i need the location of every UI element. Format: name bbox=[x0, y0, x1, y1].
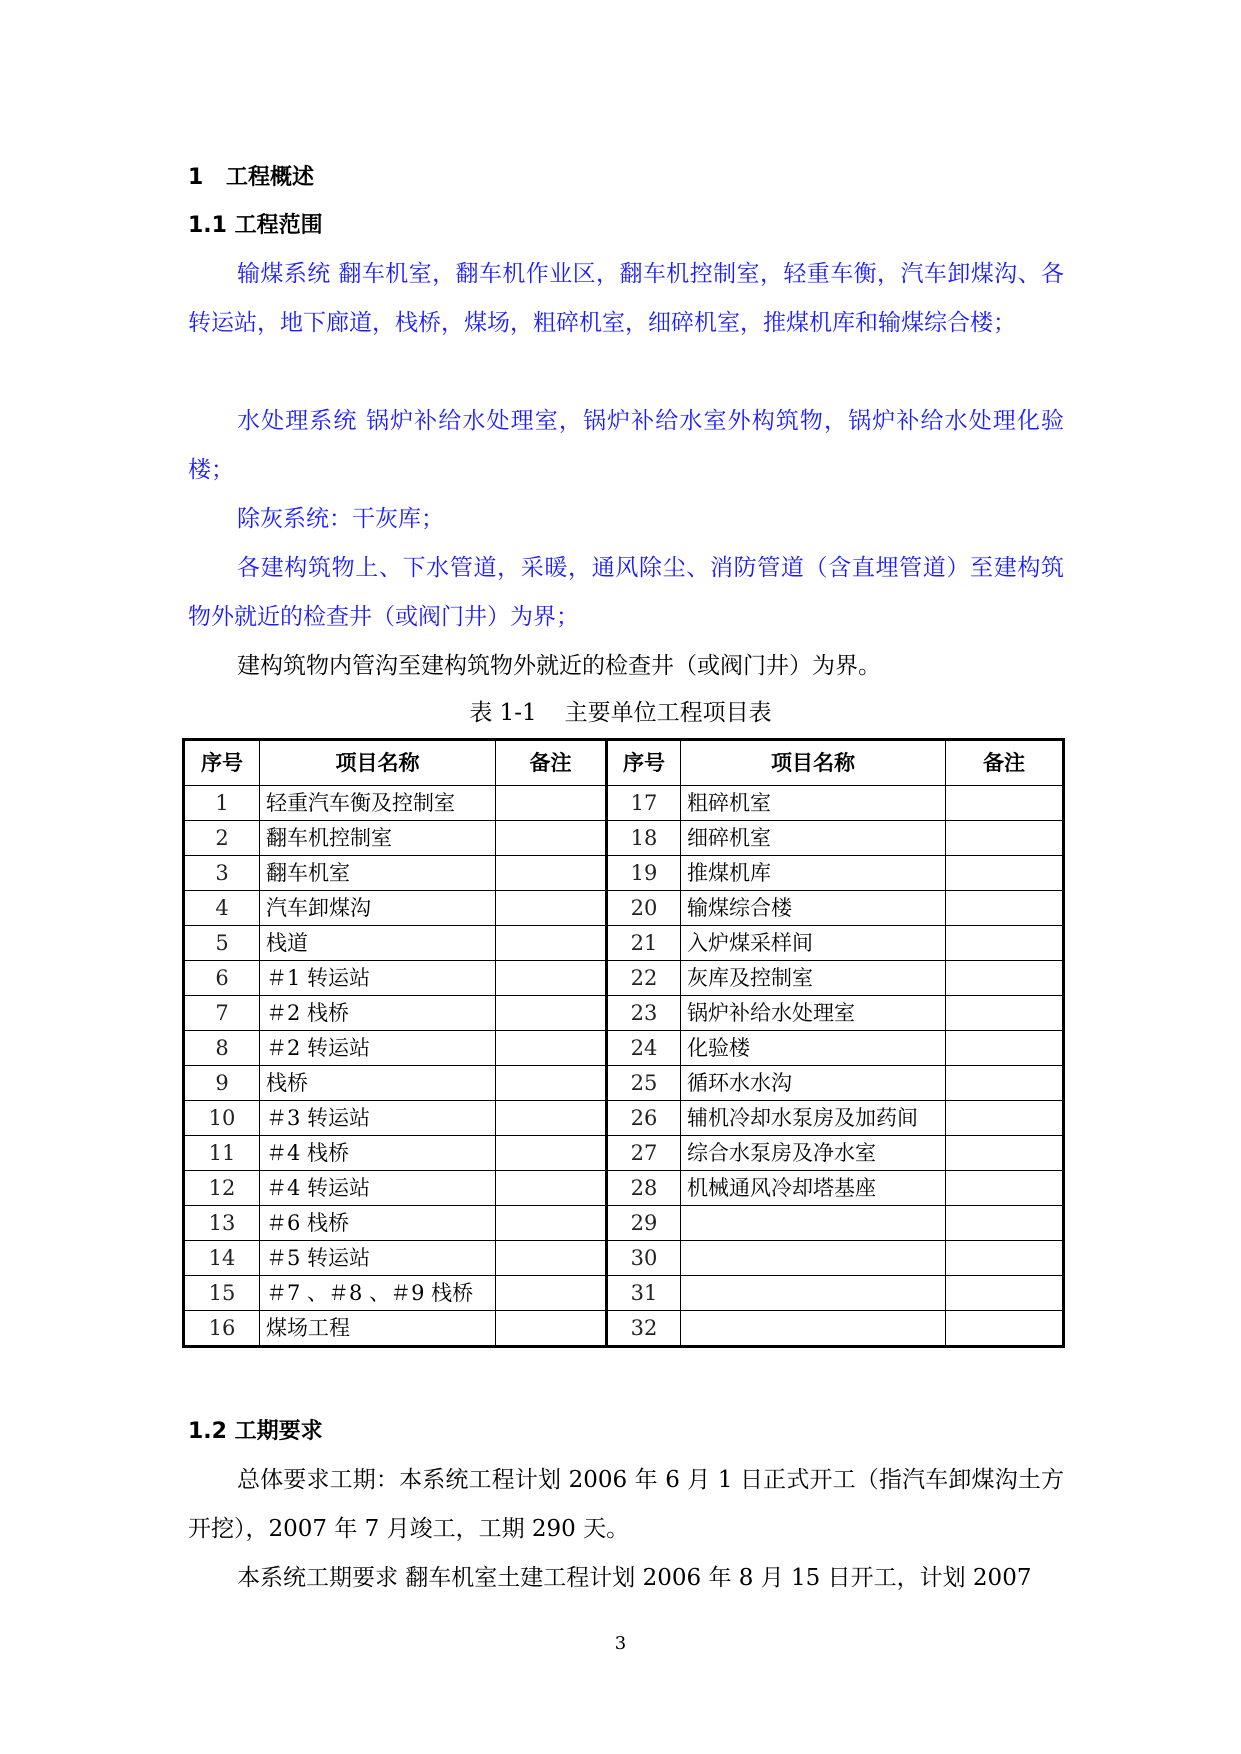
table-row bbox=[184, 786, 1064, 821]
cell-note bbox=[496, 1031, 607, 1066]
cell-no: 29 bbox=[607, 1206, 681, 1241]
cell-name: 栈道 bbox=[260, 926, 496, 961]
cell-note bbox=[496, 926, 607, 961]
header-name-left: 项目名称 bbox=[260, 740, 496, 786]
cell-name: ＃6 栈桥 bbox=[260, 1206, 496, 1241]
header-no-right: 序号 bbox=[607, 740, 681, 786]
table-row bbox=[184, 926, 1064, 961]
cell-no: 22 bbox=[607, 961, 681, 996]
paragraph-boundary-1: 各建构筑物上、下水管道，采暖，通风除尘、消防管道（含直埋管道）至建构筑物外就近的检查井（或阀门井）为界； bbox=[188, 555, 1064, 630]
cell-name: 灰库及控制室 bbox=[681, 961, 946, 996]
cell-no: 21 bbox=[607, 926, 681, 961]
cell-no: 12 bbox=[184, 1171, 260, 1206]
cell-note bbox=[946, 1136, 1064, 1171]
cell-name: 锅炉补给水处理室 bbox=[681, 996, 946, 1031]
cell-name: 循环水水沟 bbox=[681, 1066, 946, 1101]
cell-note bbox=[946, 926, 1064, 961]
cell-no: 1 bbox=[184, 786, 260, 821]
table-row bbox=[184, 891, 1064, 926]
cell-no: 24 bbox=[607, 1031, 681, 1066]
cell-note bbox=[946, 1276, 1064, 1311]
page-number: 3 bbox=[614, 1633, 627, 1654]
table-header-row bbox=[184, 740, 1064, 786]
cell-name: 轻重汽车衡及控制室 bbox=[260, 786, 496, 821]
cell-name: ＃7 、＃8 、＃9 栈桥 bbox=[260, 1276, 496, 1311]
subsection-heading-scope: 1.1 工程范围 bbox=[188, 213, 323, 238]
table-row bbox=[184, 996, 1064, 1031]
cell-no: 7 bbox=[184, 996, 260, 1031]
cell-note bbox=[946, 1311, 1064, 1347]
section-title: 工程概述 bbox=[226, 165, 315, 190]
cell-no: 9 bbox=[184, 1066, 260, 1101]
cell-note bbox=[946, 1206, 1064, 1241]
cell-note bbox=[946, 996, 1064, 1031]
cell-no: 25 bbox=[607, 1066, 681, 1101]
cell-name: ＃4 转运站 bbox=[260, 1171, 496, 1206]
table-row bbox=[184, 1066, 1064, 1101]
cell-no: 18 bbox=[607, 821, 681, 856]
cell-no: 8 bbox=[184, 1031, 260, 1066]
cell-no: 17 bbox=[607, 786, 681, 821]
cell-name bbox=[681, 1276, 946, 1311]
cell-note bbox=[496, 821, 607, 856]
cell-note bbox=[946, 891, 1064, 926]
header-note-right: 备注 bbox=[946, 740, 1064, 786]
table-row bbox=[184, 1311, 1064, 1347]
cell-name: 细碎机室 bbox=[681, 821, 946, 856]
cell-no: 3 bbox=[184, 856, 260, 891]
subsection-heading-schedule: 1.2 工期要求 bbox=[188, 1419, 323, 1444]
cell-name: 煤场工程 bbox=[260, 1311, 496, 1347]
cell-note bbox=[946, 961, 1064, 996]
table-row bbox=[184, 1136, 1064, 1171]
table-row bbox=[184, 1241, 1064, 1276]
cell-name: 推煤机库 bbox=[681, 856, 946, 891]
cell-note bbox=[496, 1136, 607, 1171]
cell-name: 翻车机室 bbox=[260, 856, 496, 891]
table-caption bbox=[0, 698, 1241, 728]
cell-name: ＃2 转运站 bbox=[260, 1031, 496, 1066]
cell-note bbox=[496, 1241, 607, 1276]
cell-name bbox=[681, 1241, 946, 1276]
cell-no: 4 bbox=[184, 891, 260, 926]
cell-no: 2 bbox=[184, 821, 260, 856]
cell-no: 16 bbox=[184, 1311, 260, 1347]
table-row bbox=[184, 961, 1064, 996]
cell-no: 30 bbox=[607, 1241, 681, 1276]
cell-name: ＃5 转运站 bbox=[260, 1241, 496, 1276]
cell-note bbox=[496, 1171, 607, 1206]
cell-name: 化验楼 bbox=[681, 1031, 946, 1066]
cell-no: 10 bbox=[184, 1101, 260, 1136]
cell-no: 6 bbox=[184, 961, 260, 996]
cell-note bbox=[946, 1101, 1064, 1136]
paragraph-overall-schedule: 总体要求工期：本系统工程计划 2006 年 6 月 1 日正式开工（指汽车卸煤沟土方开挖），2007 年 7 月竣工，工期 290 天。 bbox=[188, 1467, 1064, 1542]
cell-name: 入炉煤采样间 bbox=[681, 926, 946, 961]
cell-name: 辅机冷却水泵房及加药间 bbox=[681, 1101, 946, 1136]
table-caption-number: 表 1-1 bbox=[469, 700, 537, 726]
table-row bbox=[184, 1171, 1064, 1206]
cell-name bbox=[681, 1311, 946, 1347]
cell-note bbox=[946, 1031, 1064, 1066]
cell-no: 11 bbox=[184, 1136, 260, 1171]
cell-no: 27 bbox=[607, 1136, 681, 1171]
cell-no: 14 bbox=[184, 1241, 260, 1276]
cell-name: 翻车机控制室 bbox=[260, 821, 496, 856]
cell-note bbox=[496, 1066, 607, 1101]
cell-name: ＃2 栈桥 bbox=[260, 996, 496, 1031]
cell-no: 20 bbox=[607, 891, 681, 926]
table-body bbox=[184, 786, 1064, 1347]
cell-name: 粗碎机室 bbox=[681, 786, 946, 821]
cell-note bbox=[946, 786, 1064, 821]
cell-note bbox=[496, 996, 607, 1031]
cell-name: 综合水泵房及净水室 bbox=[681, 1136, 946, 1171]
cell-name: 栈桥 bbox=[260, 1066, 496, 1101]
cell-note bbox=[946, 821, 1064, 856]
cell-name: 汽车卸煤沟 bbox=[260, 891, 496, 926]
cell-no: 31 bbox=[607, 1276, 681, 1311]
section-number: 1 bbox=[188, 165, 204, 190]
table-row bbox=[184, 1206, 1064, 1241]
table-caption-title: 主要单位工程项目表 bbox=[564, 700, 772, 726]
cell-no: 28 bbox=[607, 1171, 681, 1206]
cell-name: ＃3 转运站 bbox=[260, 1101, 496, 1136]
paragraph-system-schedule: 本系统工期要求 翻车机室土建工程计划 2006 年 8 月 15 日开工，计划 2007 bbox=[237, 1565, 1032, 1591]
project-table bbox=[182, 738, 1065, 1348]
table-row bbox=[184, 1031, 1064, 1066]
cell-note bbox=[496, 856, 607, 891]
table-row bbox=[184, 856, 1064, 891]
cell-no: 15 bbox=[184, 1276, 260, 1311]
paragraph-boundary-2: 建构筑物内管沟至建构筑物外就近的检查井（或阀门井）为界。 bbox=[237, 653, 881, 679]
cell-note bbox=[496, 961, 607, 996]
cell-note bbox=[496, 1206, 607, 1241]
cell-name: ＃4 栈桥 bbox=[260, 1136, 496, 1171]
cell-name: 机械通风冷却塔基座 bbox=[681, 1171, 946, 1206]
paragraph-water-system: 水处理系统 锅炉补给水处理室，锅炉补给水室外构筑物，锅炉补给水处理化验楼； bbox=[188, 408, 1064, 483]
cell-note bbox=[946, 1241, 1064, 1276]
cell-note bbox=[496, 1311, 607, 1347]
cell-no: 32 bbox=[607, 1311, 681, 1347]
cell-no: 19 bbox=[607, 856, 681, 891]
table-row bbox=[184, 1101, 1064, 1136]
cell-note bbox=[496, 786, 607, 821]
cell-note bbox=[946, 856, 1064, 891]
header-name-right: 项目名称 bbox=[681, 740, 946, 786]
header-note-left: 备注 bbox=[496, 740, 607, 786]
cell-name: 输煤综合楼 bbox=[681, 891, 946, 926]
table-row bbox=[184, 1276, 1064, 1311]
cell-note bbox=[496, 1101, 607, 1136]
cell-name bbox=[681, 1206, 946, 1241]
cell-note bbox=[946, 1171, 1064, 1206]
cell-no: 23 bbox=[607, 996, 681, 1031]
cell-note bbox=[496, 1276, 607, 1311]
section-heading bbox=[188, 163, 314, 193]
paragraph-coal-system: 输煤系统 翻车机室，翻车机作业区，翻车机控制室，轻重车衡，汽车卸煤沟、各转运站，地下廊道，栈桥，煤场，粗碎机室，细碎机室，推煤机库和输煤综合楼； bbox=[188, 261, 1064, 336]
cell-note bbox=[496, 891, 607, 926]
paragraph-ash-system: 除灰系统：干灰库； bbox=[237, 506, 444, 532]
cell-name: ＃1 转运站 bbox=[260, 961, 496, 996]
cell-no: 13 bbox=[184, 1206, 260, 1241]
cell-no: 5 bbox=[184, 926, 260, 961]
table-row bbox=[184, 821, 1064, 856]
cell-no: 26 bbox=[607, 1101, 681, 1136]
header-no-left: 序号 bbox=[184, 740, 260, 786]
cell-note bbox=[946, 1066, 1064, 1101]
